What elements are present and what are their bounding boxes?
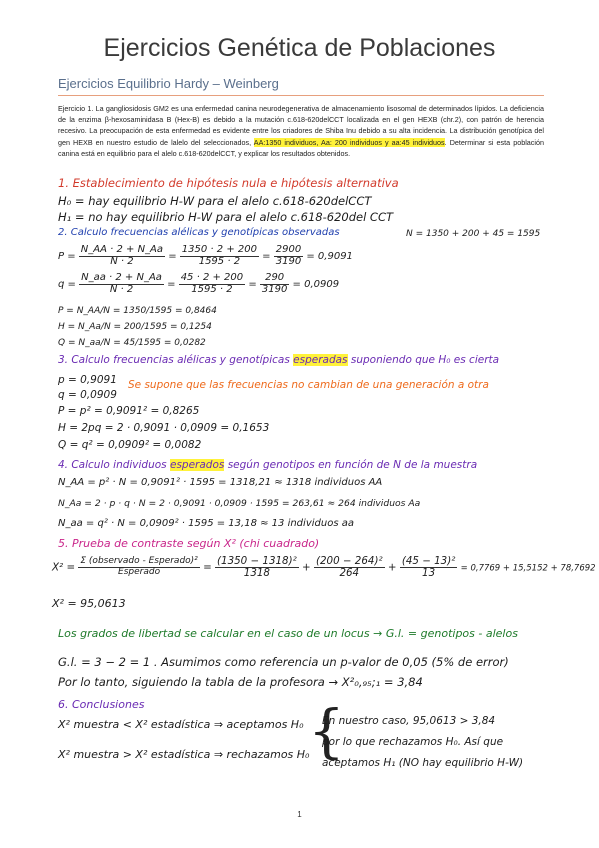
- statement-part-1: Ejercicio 1. La gangliosidosis GM2 es una enfermedad canina neurodegenerativa de almacenamiento lisosomal de determinados lípidos. La deficiencia de la enzima β-hexosaminidasa B (Hex-B) es debido a la mutación c.618-620delCCT localizada en el gen HEXB (chr.2), con patrón de herencia recesivo. La preocupación de esta enfermedad es evidente entre los criadores de Shiba Inu debido a su alta incidencia. La distribución genotípica del gen HEXB en nuestro estudio de lalelo del seleccionados,: [58, 104, 544, 147]
- fraction-denominator: 3190: [261, 283, 288, 295]
- fraction-numerator: N_AA · 2 + N_Aa: [80, 244, 164, 255]
- section-6-title: 6. Conclusiones: [58, 698, 145, 711]
- expected-count-aa: N_aa = q² · N = 0,0909² · 1595 = 13,18 ≈ 13 individuos aa: [58, 518, 354, 529]
- chi-square-general-fraction: [78, 557, 199, 577]
- expected-H: H = 2pq = 2 · 0,9091 · 0,0909 = 0,1653: [58, 422, 270, 434]
- formula-p-fraction-3: [274, 245, 303, 267]
- section-3-title-c: suponiendo que H₀ es cierta: [347, 354, 500, 366]
- equals-sign: =: [262, 251, 271, 262]
- section-3-title: [58, 354, 499, 366]
- page-title: Ejercicios Genética de Poblaciones: [103, 34, 496, 62]
- equals-sign: =: [168, 251, 177, 262]
- fraction-denominator: 3190: [275, 255, 302, 267]
- formula-p-fraction-2: [180, 245, 259, 267]
- section-4-title-a: 4. Calculo individuos: [58, 459, 170, 471]
- plus-sign: +: [302, 561, 311, 574]
- fraction-denominator: 264: [339, 566, 360, 579]
- formula-p-lhs: P =: [58, 251, 76, 262]
- degrees-of-freedom-value: G.l. = 3 − 2 = 1 . Asumimos como referencia un p-valor de 0,05 (5% de error): [58, 655, 509, 669]
- statement-highlight: AA:1350 individuos, Aa: 200 individuos y aa:45 individuos: [253, 137, 445, 147]
- formula-q-fraction-2: [179, 273, 245, 295]
- rule-reject: X² muestra > X² estadística ⇒ rechazamos H₀: [58, 748, 310, 761]
- expected-p: p = 0,9091: [58, 374, 117, 386]
- fraction-denominator: N · 2: [109, 283, 134, 295]
- subtitle-rule: [58, 95, 544, 96]
- formula-p-observed: [58, 245, 353, 267]
- sample-size-n: N = 1350 + 200 + 45 = 1595: [406, 229, 541, 239]
- equals-sign: =: [167, 279, 176, 290]
- fraction-denominator: Esperado: [118, 566, 161, 577]
- chi-term-Aa: [314, 556, 385, 579]
- critical-value-line: Por lo tanto, siguiendo la tabla de la profesora → X²₀,₉₅;₁ = 3,84: [58, 675, 423, 689]
- expected-Q: Q = q² = 0,0909² = 0,0082: [58, 439, 202, 451]
- equals-sign: =: [248, 279, 257, 290]
- rule-accept: X² muestra < X² estadística ⇒ aceptamos H₀: [58, 718, 304, 731]
- fraction-numerator: 2900: [275, 244, 302, 255]
- chi-square-partial-sums: = 0,7769 + 15,5152 + 78,7692: [460, 563, 596, 574]
- page-subtitle: Ejercicios Equilibrio Hardy – Weinberg: [58, 76, 279, 91]
- section-4-title: [58, 459, 477, 471]
- section-2-title: 2. Calculo frecuencias alélicas y genotípicas observadas: [58, 227, 340, 238]
- observed-H: H = N_Aa/N = 200/1595 = 0,1254: [58, 322, 212, 332]
- formula-p-result: = 0,9091: [306, 251, 353, 262]
- fraction-numerator: 290: [260, 273, 289, 285]
- section-4-title-c: según genotipos en función de N de la muestra: [224, 459, 478, 471]
- fraction-numerator: (1350 − 1318)²: [217, 555, 297, 567]
- chi-square-result: X² = 95,0613: [52, 597, 126, 610]
- plus-sign: +: [387, 561, 397, 574]
- expected-P: P = p² = 0,9091² = 0,8265: [58, 405, 200, 417]
- formula-p-fraction-1: [79, 245, 165, 267]
- degrees-of-freedom-note: Los grados de libertad se calcular en el caso de un locus → G.l. = genotipos - alelos: [58, 627, 518, 640]
- section-4-title-highlight: esperados: [169, 459, 225, 471]
- hypothesis-h0: H₀ = hay equilibrio H-W para el alelo c.618-620delCCT: [58, 194, 372, 208]
- fraction-numerator: 45 · 2 + 200: [180, 272, 244, 283]
- formula-q-observed: [58, 273, 339, 295]
- section-5-title: 5. Prueba de contraste según X² (chi cuadrado): [58, 537, 320, 550]
- brace-glyph: {: [308, 697, 345, 765]
- formula-q-fraction-1: [79, 273, 164, 295]
- chi-square-lhs: X² =: [52, 561, 76, 574]
- conclusion-line-3: aceptamos H₁ (NO hay equilibrio H-W): [322, 757, 524, 769]
- chi-term-aa: [400, 556, 458, 579]
- assumption-note: Se supone que las frecuencias no cambian de una generación a otra: [128, 379, 489, 391]
- fraction-numerator: (200 − 264)²: [315, 555, 383, 567]
- conclusion-line-1: En nuestro caso, 95,0613 > 3,84: [322, 715, 496, 727]
- section-3-title-a: 3. Calculo frecuencias alélicas y genotípicas: [58, 354, 294, 366]
- section-1-title: 1. Establecimiento de hipótesis nula e hipótesis alternativa: [58, 176, 399, 190]
- expected-count-AA: N_AA = p² · N = 0,9091² · 1595 = 1318,21 ≈ 1318 individuos AA: [58, 477, 383, 488]
- fraction-denominator: 1318: [243, 566, 270, 579]
- formula-q-fraction-3: [260, 273, 289, 295]
- observed-P: P = N_AA/N = 1350/1595 = 0,8464: [58, 306, 217, 316]
- fraction-denominator: 1595 · 2: [191, 283, 233, 295]
- fraction-numerator: (45 − 13)²: [401, 555, 456, 567]
- fraction-denominator: 13: [422, 566, 436, 579]
- equals-sign: =: [203, 561, 212, 574]
- statement-part-3: . Determinar si esta población canina está en equilibrio para el alelo c.618-620delCCT, y explicar los resultados obtenidos.: [58, 137, 544, 158]
- exercise-statement: [58, 103, 544, 159]
- hypothesis-h1: H₁ = no hay equilibrio H-W para el alelo c.618-620del CCT: [58, 210, 394, 224]
- expected-q: q = 0,0909: [58, 389, 117, 401]
- conclusion-line-2: por lo que rechazamos H₀. Así que: [322, 736, 504, 748]
- fraction-numerator: Σ (observado - Esperado)²: [80, 556, 198, 567]
- observed-Q: Q = N_aa/N = 45/1595 = 0,0282: [58, 338, 206, 348]
- fraction-denominator: N · 2: [110, 255, 134, 267]
- formula-q-lhs: q =: [58, 279, 76, 290]
- expected-count-Aa: N_Aa = 2 · p · q · N = 2 · 0,9091 · 0,0909 · 1595 = 263,61 ≈ 264 individuos Aa: [58, 498, 421, 509]
- chi-term-AA: [215, 556, 299, 579]
- fraction-numerator: N_aa · 2 + N_Aa: [81, 272, 162, 283]
- formula-q-result: = 0,0909: [292, 279, 340, 290]
- fraction-denominator: 1595 · 2: [198, 255, 241, 267]
- section-3-title-highlight: esperadas: [293, 354, 348, 366]
- fraction-numerator: 1350 · 2 + 200: [181, 244, 257, 255]
- page-number: 1: [297, 810, 302, 819]
- chi-square-formula: [52, 556, 596, 579]
